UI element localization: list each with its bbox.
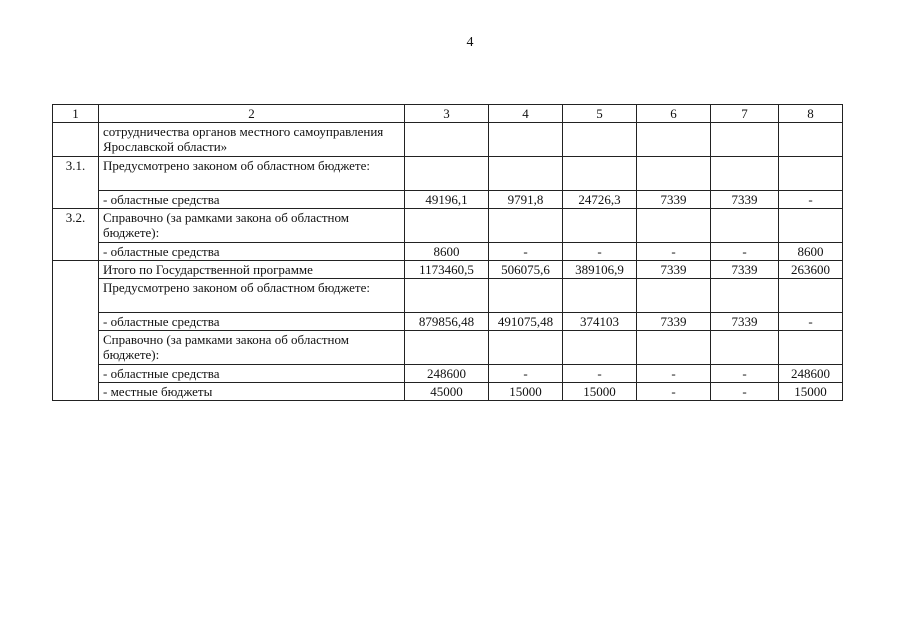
table-cell: 15000 bbox=[563, 383, 637, 401]
table-row bbox=[53, 123, 843, 157]
table-cell: 24726,3 bbox=[563, 191, 637, 209]
table-row bbox=[53, 383, 843, 401]
table-cell: 49196,1 bbox=[405, 191, 489, 209]
column-header: 8 bbox=[779, 105, 843, 123]
row-description: Итого по Государственной программе bbox=[99, 261, 405, 279]
table-cell: 15000 bbox=[779, 383, 843, 401]
table-row bbox=[53, 331, 843, 365]
table-cell bbox=[489, 279, 563, 313]
table-cell: 9791,8 bbox=[489, 191, 563, 209]
table-cell: 491075,48 bbox=[489, 313, 563, 331]
column-header: 5 bbox=[563, 105, 637, 123]
table-cell bbox=[637, 331, 711, 365]
row-number: 3.1. bbox=[53, 157, 99, 191]
table-cell bbox=[489, 331, 563, 365]
table-cell: - bbox=[637, 243, 711, 261]
row-number bbox=[53, 123, 99, 157]
table-header-row bbox=[53, 105, 843, 123]
table-cell: 7339 bbox=[711, 261, 779, 279]
table-cell: 248600 bbox=[405, 365, 489, 383]
table-cell: - bbox=[489, 365, 563, 383]
table-cell: 7339 bbox=[637, 313, 711, 331]
table-cell: - bbox=[779, 313, 843, 331]
row-description: Справочно (за рамками закона об областном бюджете): bbox=[99, 209, 405, 243]
table-cell: - bbox=[711, 243, 779, 261]
table-cell bbox=[711, 279, 779, 313]
table-cell: - bbox=[563, 365, 637, 383]
column-header: 1 bbox=[53, 105, 99, 123]
table-row bbox=[53, 157, 843, 191]
table-cell: - bbox=[563, 243, 637, 261]
table-cell: 263600 bbox=[779, 261, 843, 279]
table-cell: 8600 bbox=[779, 243, 843, 261]
table-cell: - bbox=[711, 383, 779, 401]
table-cell: - bbox=[637, 383, 711, 401]
row-number: 3.2. bbox=[53, 209, 99, 243]
column-header: 3 bbox=[405, 105, 489, 123]
budget-table bbox=[52, 104, 843, 401]
table-cell bbox=[637, 123, 711, 157]
table-cell bbox=[405, 331, 489, 365]
table-cell: 248600 bbox=[779, 365, 843, 383]
column-header: 6 bbox=[637, 105, 711, 123]
table-cell: - bbox=[637, 365, 711, 383]
row-number bbox=[53, 279, 99, 313]
row-description: Предусмотрено законом об областном бюджете: bbox=[99, 157, 405, 191]
table-cell bbox=[489, 157, 563, 191]
table-cell bbox=[405, 209, 489, 243]
table-cell: 45000 bbox=[405, 383, 489, 401]
table-cell bbox=[489, 123, 563, 157]
table-row bbox=[53, 209, 843, 243]
table-cell bbox=[779, 157, 843, 191]
table-cell: 1173460,5 bbox=[405, 261, 489, 279]
table-cell bbox=[779, 209, 843, 243]
table-cell: 506075,6 bbox=[489, 261, 563, 279]
table-cell bbox=[779, 279, 843, 313]
table-cell: - bbox=[489, 243, 563, 261]
table-cell bbox=[405, 123, 489, 157]
table-cell: 7339 bbox=[637, 191, 711, 209]
row-number bbox=[53, 365, 99, 383]
row-description: - областные средства bbox=[99, 243, 405, 261]
row-description: - областные средства bbox=[99, 191, 405, 209]
row-description: - областные средства bbox=[99, 365, 405, 383]
table-row bbox=[53, 313, 843, 331]
row-description: Предусмотрено законом об областном бюджете: bbox=[99, 279, 405, 313]
table-cell: 7339 bbox=[637, 261, 711, 279]
table-cell bbox=[563, 279, 637, 313]
table-cell bbox=[563, 123, 637, 157]
table-cell bbox=[563, 331, 637, 365]
table-cell bbox=[563, 209, 637, 243]
table-cell: 389106,9 bbox=[563, 261, 637, 279]
table-cell bbox=[711, 331, 779, 365]
row-description: - областные средства bbox=[99, 313, 405, 331]
table-cell: 8600 bbox=[405, 243, 489, 261]
page-number: 4 bbox=[466, 35, 474, 50]
table-cell: 879856,48 bbox=[405, 313, 489, 331]
table-cell: 15000 bbox=[489, 383, 563, 401]
table-row bbox=[53, 191, 843, 209]
table-cell: 7339 bbox=[711, 313, 779, 331]
table-cell bbox=[711, 209, 779, 243]
table-cell bbox=[405, 279, 489, 313]
table-cell bbox=[711, 157, 779, 191]
table-cell bbox=[711, 123, 779, 157]
column-header: 7 bbox=[711, 105, 779, 123]
table-row bbox=[53, 261, 843, 279]
row-number bbox=[53, 261, 99, 279]
column-header: 4 bbox=[489, 105, 563, 123]
table-cell: 374103 bbox=[563, 313, 637, 331]
column-header: 2 bbox=[99, 105, 405, 123]
table-cell bbox=[637, 157, 711, 191]
row-description: Справочно (за рамками закона об областном бюджете): bbox=[99, 331, 405, 365]
table-cell bbox=[637, 209, 711, 243]
table-row bbox=[53, 279, 843, 313]
row-number bbox=[53, 191, 99, 209]
row-number bbox=[53, 331, 99, 365]
row-description: сотрудничества органов местного самоуправления Ярославской области» bbox=[99, 123, 405, 157]
table-cell bbox=[637, 279, 711, 313]
row-description: - местные бюджеты bbox=[99, 383, 405, 401]
row-number bbox=[53, 243, 99, 261]
table-cell bbox=[405, 157, 489, 191]
table-row bbox=[53, 365, 843, 383]
table-cell bbox=[563, 157, 637, 191]
table-cell bbox=[779, 123, 843, 157]
table-cell: - bbox=[711, 365, 779, 383]
table-cell bbox=[779, 331, 843, 365]
table-cell bbox=[489, 209, 563, 243]
row-number bbox=[53, 383, 99, 401]
row-number bbox=[53, 313, 99, 331]
table-cell: - bbox=[779, 191, 843, 209]
table-row bbox=[53, 243, 843, 261]
table-cell: 7339 bbox=[711, 191, 779, 209]
